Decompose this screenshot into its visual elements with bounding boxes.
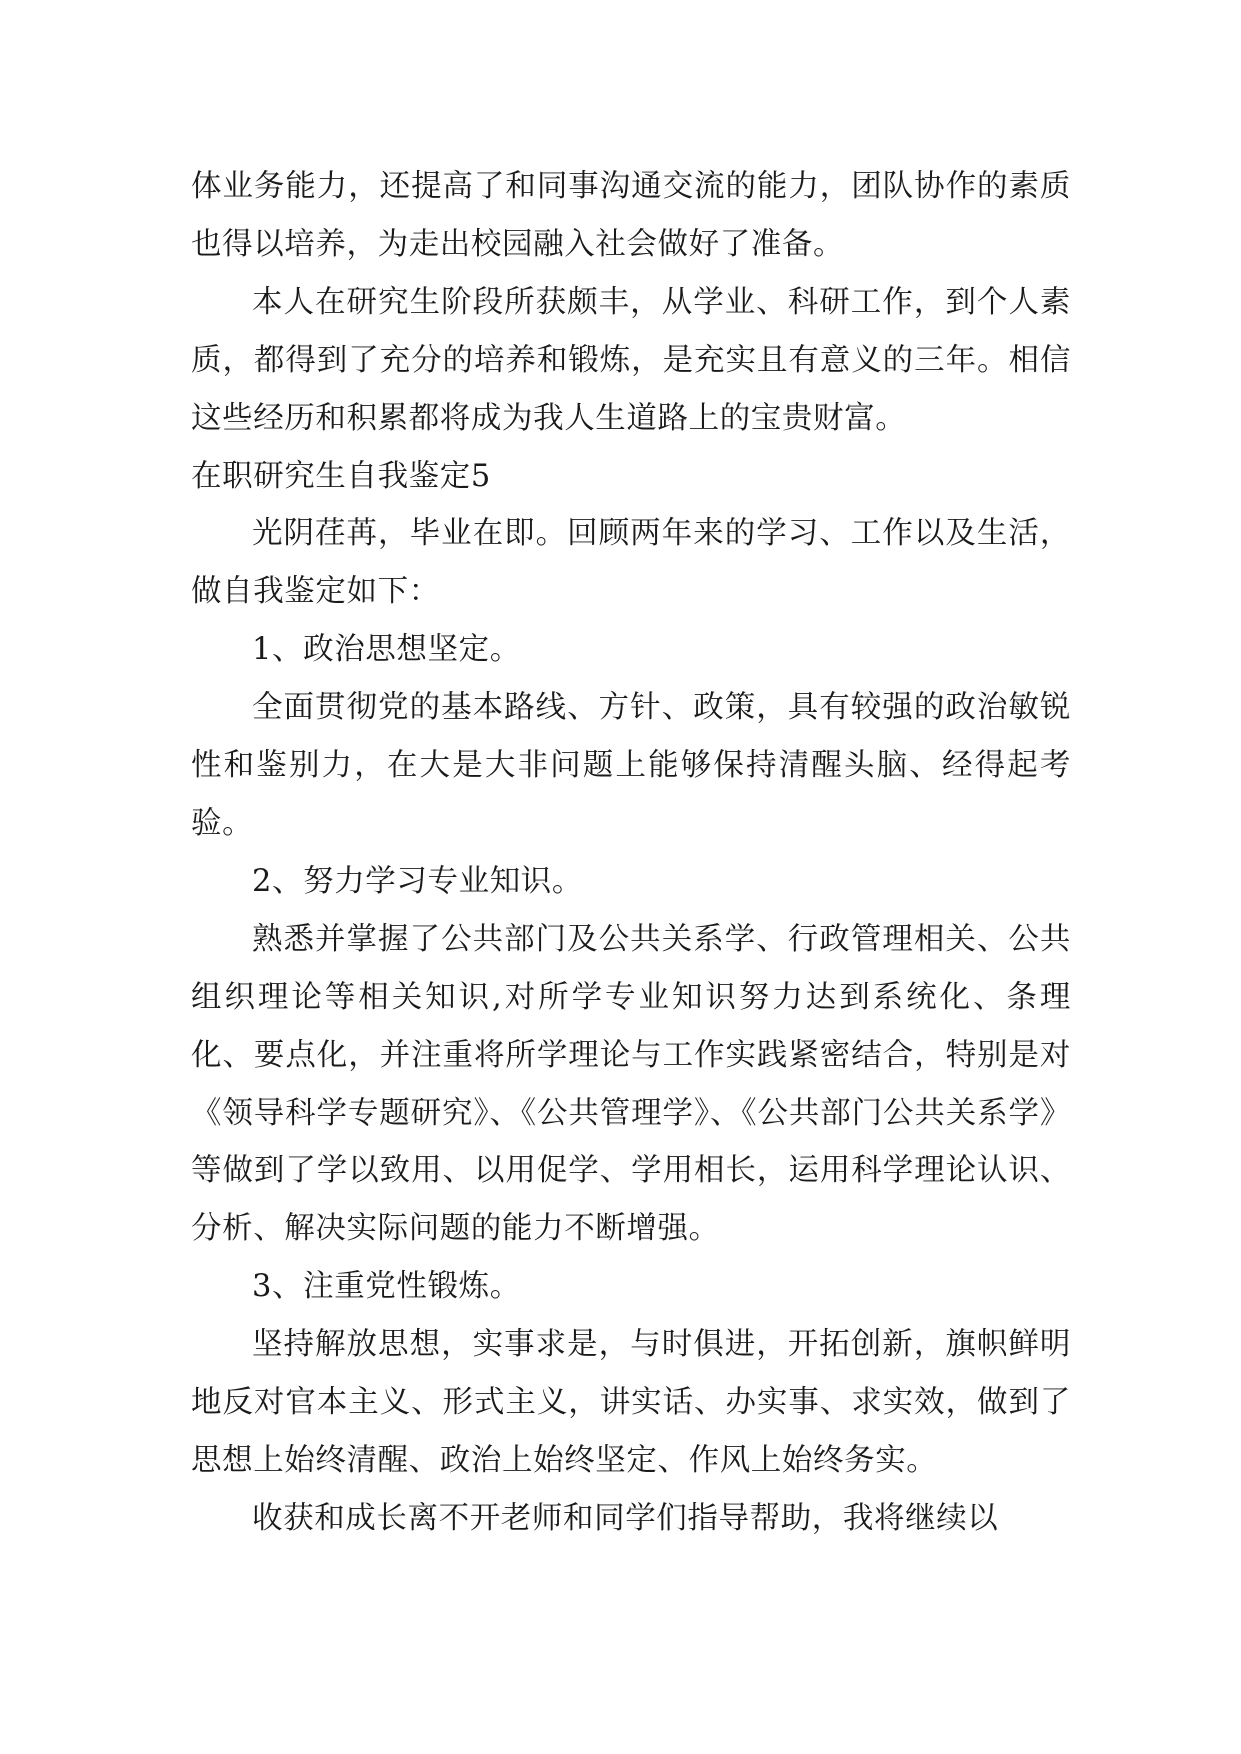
paragraph-intro: 光阴荏苒，毕业在即。回顾两年来的学习、工作以及生活，做自我鉴定如下： bbox=[191, 516, 1071, 610]
item-1-title: 1、政治思想坚定。 bbox=[252, 632, 521, 668]
item-3-title: 3、注重党性锻炼。 bbox=[252, 1269, 521, 1305]
paragraph-summary: 本人在研究生阶段所获颇丰，从学业、科研工作，到个人素质，都得到了充分的培养和锻炼，是充实且有意义的三年。相信这些经历和积累都将成为我人生道路上的宝贵财富。 bbox=[191, 284, 1071, 436]
item-2-title: 2、努力学习专业知识。 bbox=[252, 863, 584, 899]
paragraph-closing: 收获和成长离不开老师和同学们指导帮助，我将继续以 bbox=[252, 1500, 999, 1536]
paragraph-continuation: 体业务能力，还提高了和同事沟通交流的能力，团队协作的素质也得以培养，为走出校园融入社会做好了准备。 bbox=[191, 169, 1071, 262]
item-1-body: 全面贯彻党的基本路线、方针、政策，具有较强的政治敏锐性和鉴别力，在大是大非问题上能够保持清醒头脑、经得起考验。 bbox=[191, 690, 1071, 841]
section-title: 在职研究生自我鉴定5 bbox=[191, 458, 491, 494]
item-3-body: 坚持解放思想，实事求是，与时俱进，开拓创新，旗帜鲜明地反对官本主义、形式主义，讲实话、办实事、求实效，做到了思想上始终清醒、政治上始终坚定、作风上始终务实。 bbox=[191, 1327, 1071, 1478]
item-2-body: 熟悉并掌握了公共部门及公共关系学、行政管理相关、公共组织理论等相关知识,对所学专业知识努力达到系统化、条理化、要点化，并注重将所学理论与工作实践紧密结合，特别是对《领导科学专题研究》、《公共管理学》、《公共部门公共关系学》等做到了学以致用、以用促学、学用相长，运用科学理论认识、分析、解决实际问题的能力不断增强。 bbox=[191, 921, 1071, 1247]
document-body bbox=[191, 158, 1071, 1548]
